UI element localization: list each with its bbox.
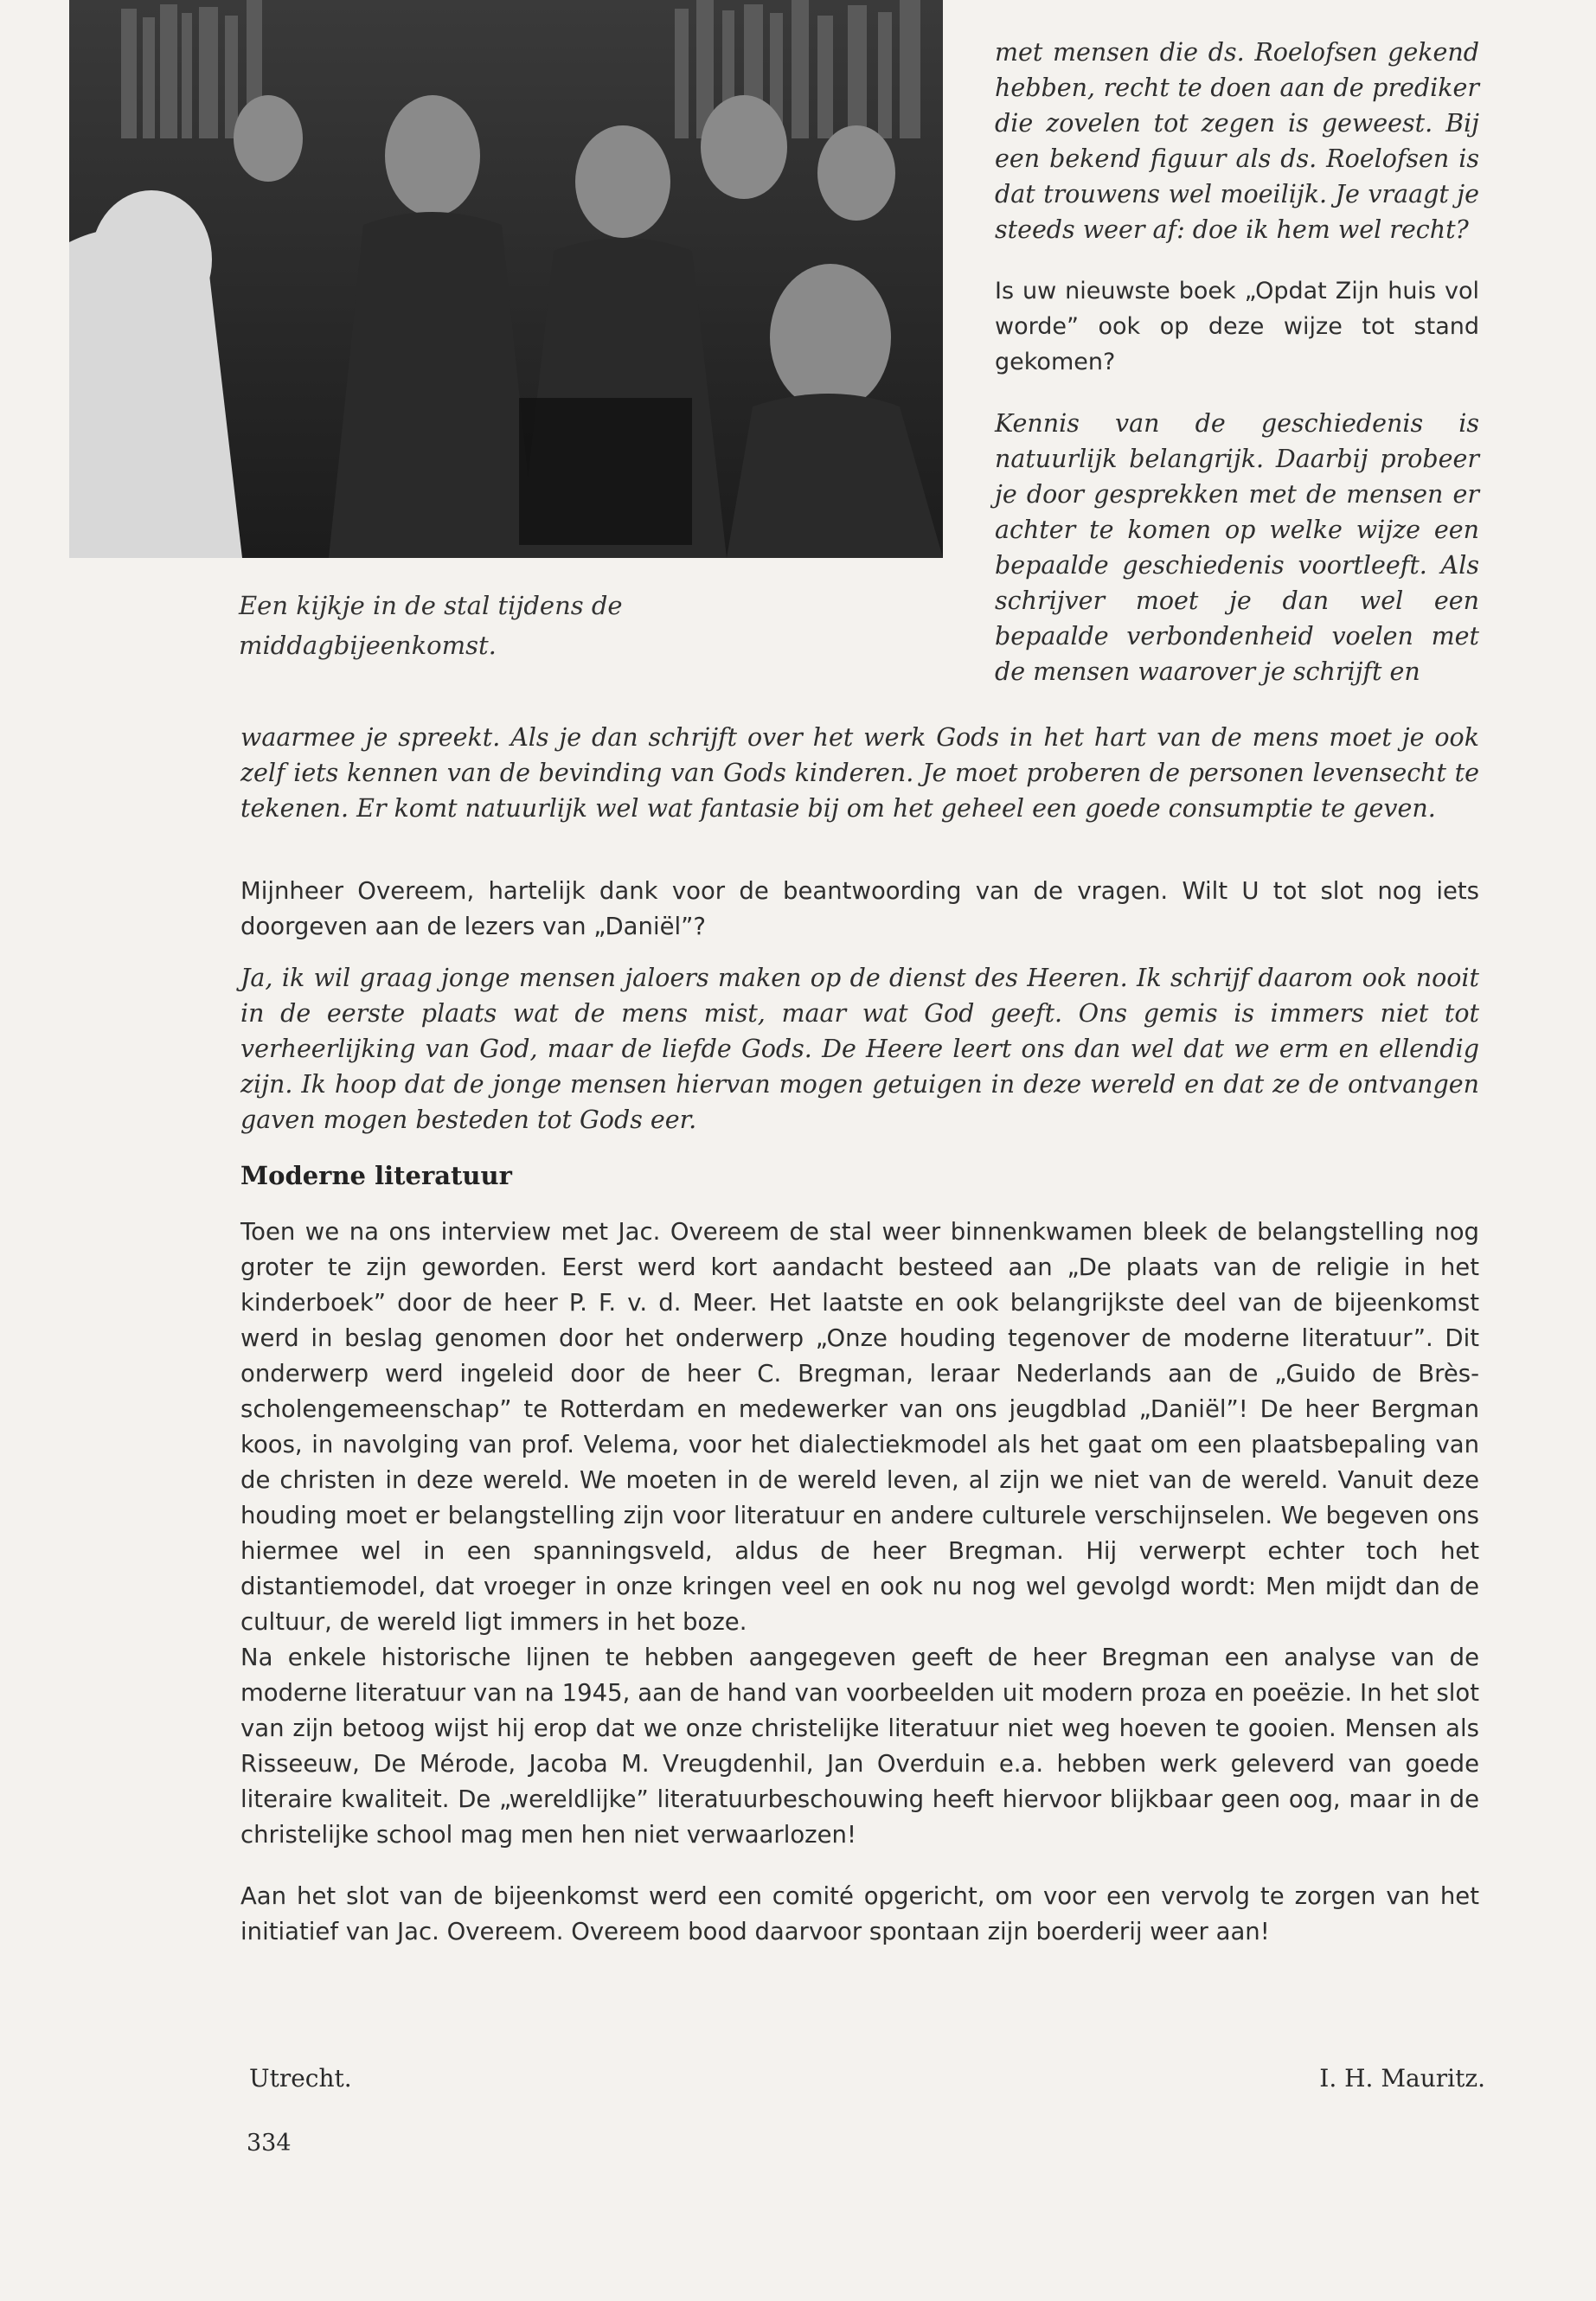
closing-answer <box>240 960 1479 1138</box>
interview-question: Is uw nieuwste boek „Opdat Zijn huis vol worde” ook op deze wijze tot stand gekomen? <box>995 278 1479 375</box>
section-heading: Moderne literatuur <box>240 1161 512 1190</box>
answer-continuation-full <box>240 720 1479 826</box>
caption-line-1: Een kijkje in de stal tijdens de <box>239 591 623 620</box>
page-number: 334 <box>247 2130 292 2157</box>
section-paragraph-1: Toen we na ons interview met Jac. Overeem de stal weer binnenkwamen bleek de belangstelling nog groter te zijn geworden. Eerst werd kort aandacht besteed aan „De plaats van de religie in het kinderboek” door de heer P. F. v. d. Meer. Het laatste en ook belangrijkste deel van de bijeenkomst werd in beslag genomen door het onderwerp „Onze houding tegenover de moderne literatuur”. Dit onderwerp werd ingeleid door de heer C. Bregman, leraar Nederlands aan de „Guido de Brès-scholengemeenschap” te Rotterdam en medewerker van ons jeugdblad „Daniël”! De heer Bergman koos, in navolging van prof. Velema, voor het dialectiekmodel als het gaat om een plaatsbepaling van de christen in deze wereld. We moeten in de wereld leven, al zijn we niet van de wereld. Vanuit deze houding moet er belangstelling zijn voor literatuur en andere culturele verschijnselen. We begeven ons hiermee wel in een spanningsveld, aldus de heer Bregman. Hij verwerpt echter toch het distantiemodel, dat vroeger in onze kringen veel en ook nu nog wel gevolgd wordt: Men mijdt dan de cultuur, de wereld ligt immers in het boze. <box>240 1218 1479 1636</box>
interview-answer: Kennis van de geschiedenis is natuurlijk belangrijk. Daarbij probeer je door gesprekken met de mensen er achter te komen op welke wijze een bepaalde geschiedenis voortleeft. Als schrijver moet je dan wel een bepaalde verbondenheid voelen met de mensen waarover je schrijft en <box>995 409 1479 686</box>
signature-place: Utrecht. <box>249 2064 352 2093</box>
closing-question <box>240 874 1479 945</box>
photo-caption <box>239 586 689 665</box>
answer-paragraph: waarmee je spreekt. Als je dan schrijft over het werk Gods in het hart van de mens moet je ook zelf iets kennen van de bevinding van Gods kinderen. Je moet proberen de personen levensecht te tekenen. Er komt natuurlijk wel wat fantasie bij om het geheel een goede consumptie te geven. <box>240 723 1479 823</box>
question-paragraph: Mijnheer Overeem, hartelijk dank voor de beantwoording van de vragen. Wilt U tot slot nog iets doorgeven aan de lezers van „Daniël”? <box>240 877 1479 940</box>
signature-author: I. H. Mauritz. <box>1319 2064 1485 2093</box>
photo-image <box>69 0 943 558</box>
answer-paragraph-final: Ja, ik wil graag jonge mensen jaloers maken op de dienst des Heeren. Ik schrijf daarom ook nooit in de eerste plaats wat de mens mist, maar wat God geeft. Ons gemis is immers niet tot verheerlijking van God, maar de liefde Gods. De Heere leert ons dan wel dat we erm en ellendig zijn. Ik hoop dat de jonge mensen hiervan mogen getuigen in deze wereld en dat ze de ontvangen gaven mogen besteden tot Gods eer. <box>240 964 1479 1134</box>
section-paragraph-3: Aan het slot van de bijeenkomst werd een comité opgericht, om voor een vervolg te zorgen van het initiatief van Jac. Overeem. Overeem bood daarvoor spontaan zijn boerderij weer aan! <box>240 1882 1479 1945</box>
section-body <box>240 1215 1479 1950</box>
caption-line-2: middagbijeenkomst. <box>239 631 497 660</box>
right-column <box>995 35 1479 689</box>
answer-continuation: met mensen die ds. Roelofsen gekend hebben, recht te doen aan de prediker die zovelen tot zegen is geweest. Bij een bekend figuur als ds. Roelofsen is dat trouwens wel moeilijk. Je vraagt je steeds weer af: doe ik hem wel recht? <box>995 38 1479 244</box>
audience-photo <box>69 0 943 558</box>
section-paragraph-2: Na enkele historische lijnen te hebben aangegeven geeft de heer Bregman een analyse van de moderne literatuur van na 1945, aan de hand van voorbeelden uit modern proza en poeëzie. In het slot van zijn betoog wijst hij erop dat we onze christelijke literatuur niet weg hoeven te gooien. Mensen als Risseeuw, De Mérode, Jacoba M. Vreugdenhil, Jan Overduin e.a. hebben werk geleverd van goede literaire kwaliteit. De „wereldlijke” literatuurbeschouwing heeft hiervoor blijkbaar geen oog, maar in de christelijke school mag men hen niet verwaarlozen! <box>240 1644 1479 1849</box>
